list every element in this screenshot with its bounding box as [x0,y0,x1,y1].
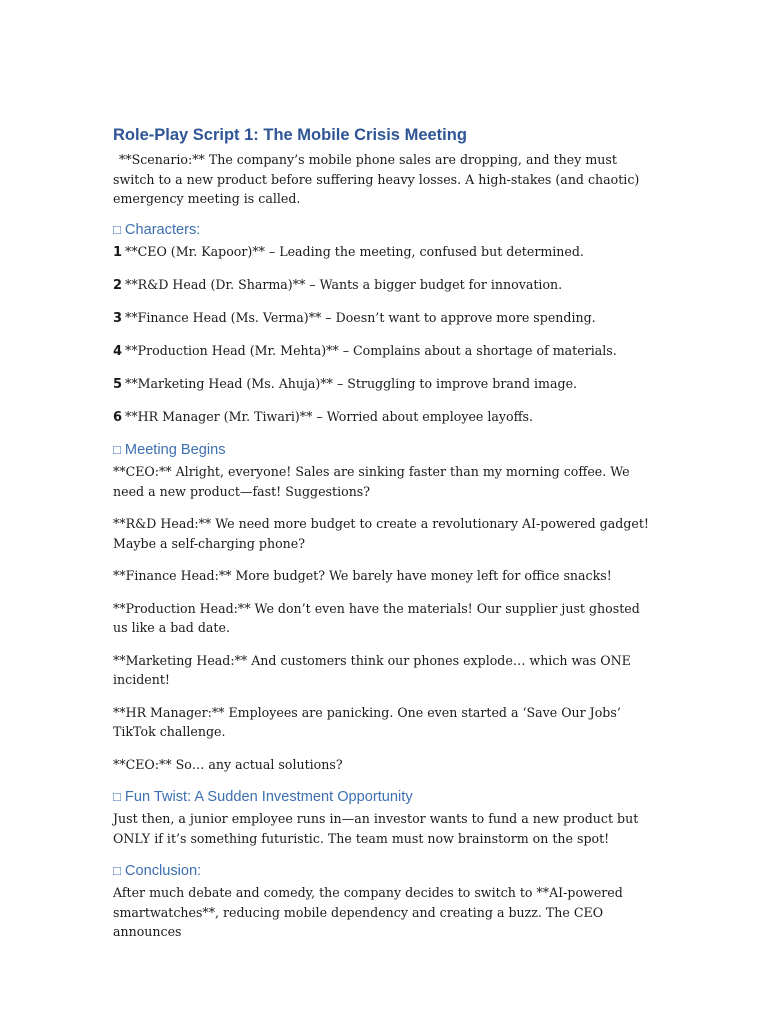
missing-glyph-icon: □ [113,863,121,879]
dialogue-line: **Production Head:** We don’t even have the materials! Our supplier just ghosted us like a bad date. [113,600,640,636]
dialogue-line: **R&D Head:** We need more budget to create a revolutionary AI-powered gadget! Maybe a self-charging phone? [113,516,649,551]
dialogue-section [113,462,658,774]
character-item [113,242,658,263]
document-title: Role-Play Script 1: The Mobile Crisis Meeting [113,126,467,144]
character-item [113,374,658,395]
characters-heading [113,220,658,240]
character-number: 2 [113,277,123,293]
dialogue-line: **HR Manager:** Employees are panicking. One even started a ‘Save Our Jobs’ TikTok challenge. [113,704,621,740]
character-number: 3 [113,310,123,326]
dialogue-line: **Marketing Head:** And customers think our phones explode… which was ONE incident! [113,652,631,688]
missing-glyph-icon: □ [113,789,121,805]
missing-glyph-icon: □ [113,221,121,237]
character-text: **Finance Head (Ms. Verma)** – Doesn’t want to approve more spending. [125,309,596,325]
character-number: 6 [113,409,123,425]
character-text: **Marketing Head (Ms. Ahuja)** – Struggling to improve brand image. [125,375,578,391]
conclusion-heading [113,861,658,881]
character-text: **Production Head (Mr. Mehta)** – Complains about a shortage of materials. [125,342,617,358]
document-body [113,124,658,955]
character-item [113,407,658,428]
dialogue-line: **Finance Head:** More budget? We barely have money left for office snacks! [113,568,612,584]
character-text: **R&D Head (Dr. Sharma)** – Wants a bigger budget for innovation. [125,276,563,292]
scenario-paragraph: **Scenario:** The company’s mobile phone sales are dropping, and they must switch to a new product before suffering heavy losses. A high-stakes (and chaotic) emergency meeting is called. [113,152,640,206]
twist-heading-label: Fun Twist: A Sudden Investment Opportunity [124,789,413,806]
missing-glyph-icon: □ [113,442,121,458]
character-number: 1 [113,244,123,260]
meeting-heading [113,440,658,460]
conclusion-heading-label: Conclusion: [124,863,202,880]
character-item [113,275,658,296]
dialogue-line: **CEO:** So… any actual solutions? [113,756,343,772]
character-number: 4 [113,343,123,359]
characters-list [113,242,658,428]
character-number: 5 [113,376,123,392]
twist-heading [113,787,658,807]
character-text: **CEO (Mr. Kapoor)** – Leading the meeting, confused but determined. [125,243,584,259]
characters-heading-label: Characters: [124,221,201,238]
conclusion-paragraph: After much debate and comedy, the company decides to switch to **AI-powered smartwatches**, reducing mobile dependency and creating a buzz. The CEO announces [113,885,623,940]
character-text: **HR Manager (Mr. Tiwari)** – Worried about employee layoffs. [125,408,534,424]
twist-paragraph: Just then, a junior employee runs in—an investor wants to fund a new product but ONLY if it’s something futuristic. The team must now brainstorm on the spot! [113,811,639,846]
character-item [113,308,658,329]
character-item [113,341,658,362]
dialogue-line: **CEO:** Alright, everyone! Sales are sinking faster than my morning coffee. We need a new product—fast! Suggestions? [113,464,630,499]
meeting-heading-label: Meeting Begins [124,442,226,459]
